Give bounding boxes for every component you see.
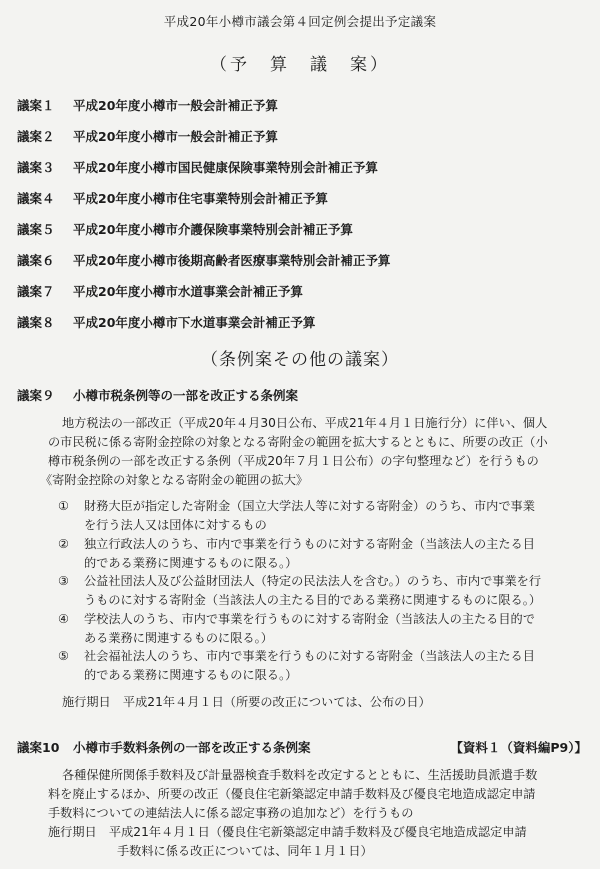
item-text-line-1: 学校法人のうち、市内で事業を行うものに対する寄附金（当該法人の主たる目的で	[84, 612, 535, 626]
bill-9-desc-line-2: の市民税に係る寄附金控除の対象となる寄附金の範囲を拡大するとともに、所要の改正（小	[48, 435, 548, 449]
budget-bill-item	[17, 127, 577, 158]
budget-bill-title: 平成20年度小樽市水道事業会計補正予算	[73, 284, 303, 299]
item-text-line-2: ある業務に関連するものに限る。）	[84, 631, 273, 645]
item-number-mark: ②	[58, 537, 69, 551]
bill-9-item	[58, 647, 535, 666]
item-text-line-2: 的である業務に関連するものに限る。）	[84, 668, 298, 682]
budget-bill-number: 議案６	[17, 253, 55, 268]
bill-9-item	[58, 535, 535, 554]
bill-9-desc-line-1: 地方税法の一部改正（平成20年４月30日公布、平成21年４月１日施行分）に伴い、個人	[62, 416, 548, 430]
budget-bill-number: 議案４	[17, 191, 55, 206]
budget-bill-title: 平成20年度小樽市下水道事業会計補正予算	[73, 315, 316, 330]
bill-10-heading	[17, 738, 587, 756]
budget-bill-item	[17, 189, 577, 220]
bill-10-desc-line-2: 料を廃止するほか、所要の改正（優良住宅新築認定申請手数料及び優良宅地造成認定申請	[48, 787, 536, 801]
budget-bill-item	[17, 313, 577, 344]
item-number-mark: ③	[58, 574, 69, 588]
budget-bill-item	[17, 158, 577, 189]
item-number-mark: ⑤	[58, 649, 69, 663]
bill-9-title: 小樽市税条例等の一部を改正する条例案	[73, 388, 299, 403]
budget-bill-number: 議案８	[17, 315, 55, 330]
budget-bill-number: 議案１	[17, 98, 55, 113]
bill-10-desc-line-3: 手数料についての連結法人に係る認定事務の追加など）を行うもの	[48, 806, 414, 820]
item-number-mark: ①	[58, 499, 69, 513]
budget-bill-item	[17, 96, 577, 127]
ordinance-section-title: （条例案その他の議案）	[201, 350, 399, 370]
bill-9-desc-line-3: 樽市税条例の一部を改正する条例（平成20年７月１日公布）の字句整理など）を行うもの	[48, 454, 539, 468]
budget-bill-title: 平成20年度小樽市一般会計補正予算	[73, 98, 278, 113]
bill-9-item	[58, 572, 541, 591]
bill-9-heading	[17, 386, 587, 404]
bill-10-number: 議案10	[17, 740, 60, 755]
budget-bill-title: 平成20年度小樽市一般会計補正予算	[73, 129, 278, 144]
budget-bill-number: 議案７	[17, 284, 55, 299]
budget-section-title: （予 算 議 案）	[210, 55, 390, 75]
bill-10-effective-line-1: 施行期日 平成21年４月１日（優良住宅新築認定申請手数料及び優良宅地造成認定申請	[48, 825, 527, 839]
item-text-line-2: うものに対する寄附金（当該法人の主たる目的である業務に関連するものに限る。）	[84, 593, 542, 607]
item-text-line-2: 的である業務に関連するものに限る。）	[84, 556, 298, 570]
budget-bill-number: 議案２	[17, 129, 55, 144]
bill-9-scope-heading: 《寄附金控除の対象となる寄附金の範囲の拡大》	[40, 473, 309, 487]
item-text-line-2: を行う法人又は団体に対するもの	[84, 518, 267, 532]
budget-bill-title: 平成20年度小樽市住宅事業特別会計補正予算	[73, 191, 328, 206]
budget-bill-title: 平成20年度小樽市後期高齢者医療事業特別会計補正予算	[73, 253, 391, 268]
budget-bill-item	[17, 220, 577, 251]
budget-bill-item	[17, 282, 577, 313]
budget-bill-title: 平成20年度小樽市介護保険事業特別会計補正予算	[73, 222, 353, 237]
budget-bill-list	[17, 96, 577, 344]
budget-bill-title: 平成20年度小樽市国民健康保険事業特別会計補正予算	[73, 160, 378, 175]
budget-bill-number: 議案５	[17, 222, 55, 237]
bill-10-effective-line-2: 手数料に係る改正については、同年１月１日）	[117, 844, 373, 858]
budget-bill-number: 議案３	[17, 160, 55, 175]
item-text-line-1: 社会福祉法人のうち、市内で事業を行うものに対する寄附金（当該法人の主たる目	[84, 649, 535, 663]
bill-10-desc-line-1: 各種保健所関係手数料及び計量器検査手数料を改定するとともに、生活援助員派遣手数	[62, 768, 538, 782]
bill-9-number: 議案９	[17, 388, 55, 403]
item-text-line-1: 公益社団法人及び公益財団法人（特定の民法法人を含む。）のうち、市内で事業を行	[84, 574, 542, 588]
item-number-mark: ④	[58, 612, 69, 626]
document-title: 平成20年小樽市議会第４回定例会提出予定議案	[163, 14, 437, 29]
item-text-line-1: 財務大臣が指定した寄附金（国立大学法人等に対する寄附金）のうち、市内で事業	[84, 499, 535, 513]
bill-9-effective-date: 施行期日 平成21年４月１日（所要の改正については、公布の日）	[62, 695, 431, 709]
budget-bill-item	[17, 251, 577, 282]
bill-9-item	[58, 497, 535, 516]
bill-9-item	[58, 610, 535, 629]
bill-10-title: 小樽市手数料条例の一部を改正する条例案	[73, 740, 311, 755]
item-text-line-1: 独立行政法人のうち、市内で事業を行うものに対する寄附金（当該法人の主たる目	[84, 537, 535, 551]
bill-10-reference: 【資料１（資料編P9）】	[450, 740, 587, 755]
